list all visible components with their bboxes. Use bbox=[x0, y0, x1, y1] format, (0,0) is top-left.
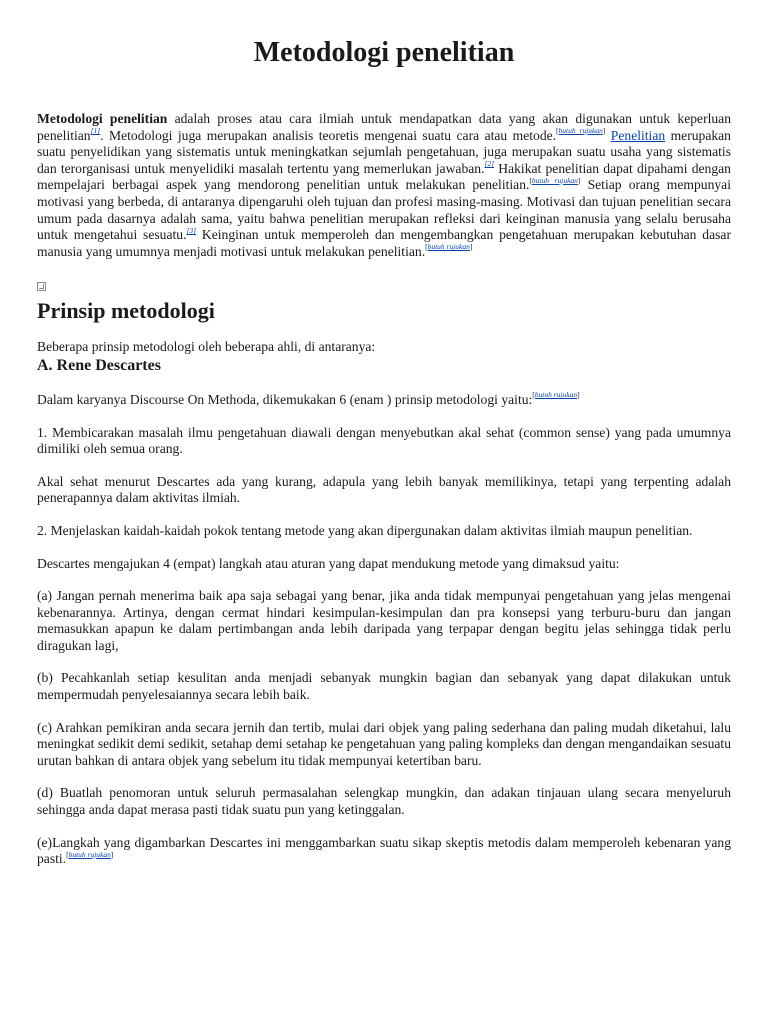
section-lead: Beberapa prinsip metodologi oleh beberapa ahli, di antaranya: bbox=[37, 339, 376, 355]
page-title: Metodologi penelitian bbox=[253, 37, 515, 68]
paragraph-rule-b: (b) Pecahkanlah setiap kesulitan anda menjadi sebanyak mungkin bagian dan sebanyak yang dapat dilakukan untuk mempermudah penyelesaiannya secara lebih baik. bbox=[37, 670, 731, 703]
citation-needed-1[interactable]: [butuh rujukan] bbox=[556, 126, 606, 136]
intro-paragraph: Metodologi penelitian adalah proses atau cara ilmiah untuk mendapatkan data yang akan digunakan untuk keperluan penelitian[1]. Metodologi juga merupakan analisis teoretis mengenai suatu cara atau metode.[butuh rujukan] Penelitian merupakan suatu penyelidikan yang sistematis untuk meningkatkan sejumlah pengetahuan, juga merupakan suatu usaha yang sistematis dan terorganisasi untuk menyelidiki masalah tertentu yang memerlukan jawaban.[2] Hakikat penelitian dapat dipahami dengan mempelajari berbagai aspek yang mendorong penelitian untuk melakukan penelitian.[butuh rujukan] Setiap orang mempunyai motivasi yang berbeda, di antaranya dipengaruhi oleh tujuan dan profesi masing-masing. Motivasi dan tujuan penelitian secara umum pada dasarnya adalah sama, yaitu bahwa penelitian merupakan refleksi dari keinginan manusia yang selalu berusaha untuk mengetahui sesuatu.[3] Keinginan untuk memperoleh dan mengembangkan pengetahuan merupakan kebutuhan dasar manusia yang umumnya menjadi motivasi untuk melakukan penelitian.[butuh rujukan] bbox=[37, 111, 731, 259]
paragraph-rule-a: (a) Jangan pernah menerima baik apa saja sebagai yang benar, jika anda tidak mempunyai pengetahuan yang jelas mengenai kebenarannya. Artinya, dengan cermat hindari kesimpulan-kesimpulan dan pra konsepsi yang terburu-buru dan jangan memasukkan apapun ke dalam pertimbangan anda lebih daripada yang terpapar dengan begitu jelas sehingga tidak perlu diragukan lagi, bbox=[37, 588, 731, 653]
paragraph-rule-d: (d) Buatlah penomoran untuk seluruh permasalahan selengkap mungkin, dan adakan tinjauan ulang secara menyeluruh sehingga anda dapat merasa pasti tidak suatu pun yang ketinggalan. bbox=[37, 785, 731, 818]
citation-needed-2[interactable]: [butuh rujukan] bbox=[529, 175, 581, 185]
paragraph-principle-1: 1. Membicarakan masalah ilmu pengetahuan diawali dengan menyebutkan akal sehat (common sense) yang pada umumnya dimiliki oleh semua orang. bbox=[37, 424, 731, 457]
paragraph-discourse: Dalam karyanya Discourse On Methoda, dikemukakan 6 (enam ) prinsip metodologi yaitu:[butuh rujukan] bbox=[37, 390, 580, 407]
citation-2[interactable]: [2] bbox=[484, 159, 495, 169]
paragraph-langkah: Descartes mengajukan 4 (empat) langkah atau aturan yang dapat mendukung metode yang dimaksud yaitu: bbox=[37, 555, 620, 571]
section-heading: Prinsip metodologi bbox=[37, 298, 215, 324]
citation-3[interactable]: [3] bbox=[186, 225, 197, 235]
citation-needed-4[interactable]: [butuh rujukan] bbox=[532, 390, 580, 400]
subheading-descartes: A. Rene Descartes bbox=[37, 356, 161, 374]
paragraph-akal-sehat: Akal sehat menurut Descartes ada yang kurang, adapula yang lebih banyak memilikinya, tetapi yang terpenting adalah penerapannya dalam aktivitas ilmiah. bbox=[37, 473, 731, 506]
citation-needed-3[interactable]: [butuh rujukan] bbox=[425, 242, 473, 252]
citation-1[interactable]: [1] bbox=[90, 126, 101, 136]
intro-term: Metodologi penelitian bbox=[37, 111, 168, 126]
link-penelitian[interactable]: Penelitian bbox=[610, 127, 666, 143]
paragraph-rule-e: (e)Langkah yang digambarkan Descartes ini menggambarkan suatu sikap skeptis metodis dalam memperoleh kebenaran yang pasti.[butuh rujukan] bbox=[37, 834, 731, 867]
paragraph-principle-2: 2. Menjelaskan kaidah-kaidah pokok tentang metode yang akan dipergunakan dalam aktivitas ilmiah maupun penelitian. bbox=[37, 522, 693, 538]
broken-image-icon bbox=[37, 282, 46, 291]
citation-needed-5[interactable]: [butuh rujukan] bbox=[66, 849, 114, 859]
paragraph-rule-c: (c) Arahkan pemikiran anda secara jernih dan tertib, mulai dari objek yang paling sederhana dan paling mudah diketahui, lalu meningkat sedikit demi sedikit, setahap demi setahap ke pengetahuan yang paling kompleks dan dengan mengandaikan sesuatu urutan bahkan di antara objek yang sebelum itu tidak mempunyai ketertiban baru. bbox=[37, 719, 731, 768]
